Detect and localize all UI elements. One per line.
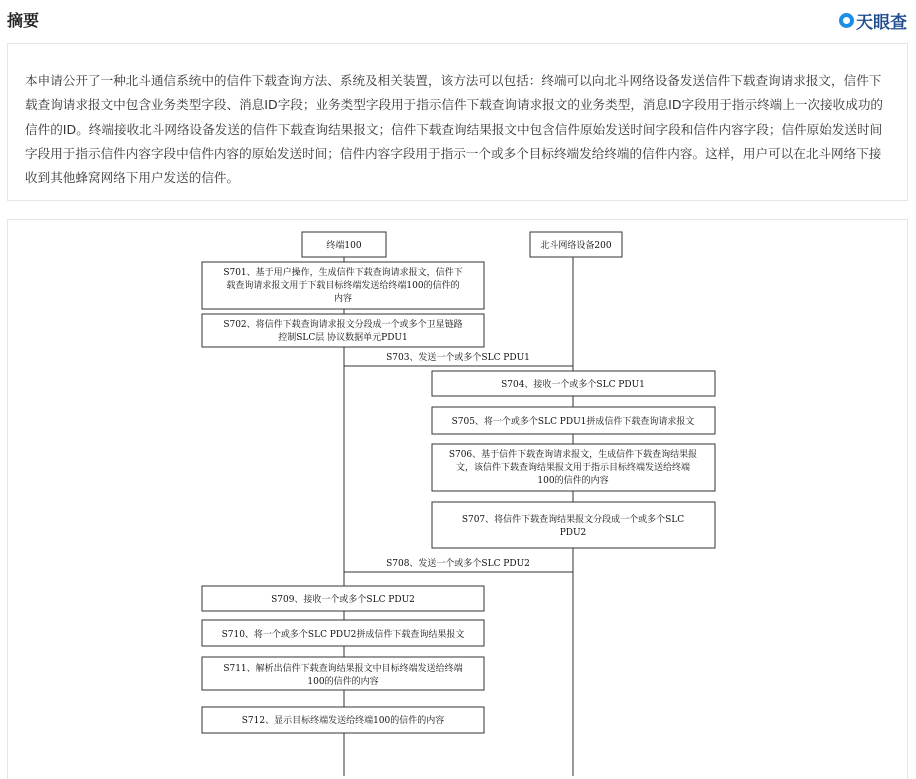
network-label: 北斗网络设备200: [540, 241, 612, 251]
section-title: 摘要: [7, 11, 40, 30]
s702-line-2: 控制SLC层 协议数据单元PDU1: [278, 333, 408, 343]
s709-label: S709、接收一个或多个SLC PDU2: [271, 595, 415, 605]
sequence-diagram: [8, 220, 908, 779]
logo-text: 天眼查: [856, 13, 907, 33]
s711-line-1: S711、解析出信件下载查询结果报文中目标终端发送给终端: [223, 664, 463, 674]
s701-line-2: 载查询请求报文用于下载目标终端发送给终端100的信件的: [226, 281, 460, 291]
s701-line-1: S701、基于用户操作，生成信件下载查询请求报文，信件下: [223, 268, 463, 278]
logo-icon: [839, 13, 854, 28]
step-s707-box: [432, 502, 715, 548]
tianyancha-logo[interactable]: [839, 8, 907, 33]
s707-line-1: S707、将信件下载查询结果报文分段成一个或多个SLC: [461, 515, 685, 525]
abstract-box: [7, 43, 908, 201]
s702-line-1: S702、将信件下载查询请求报文分段成一个或多个卫星链路: [223, 320, 463, 330]
s710-label: S710、将一个或多个SLC PDU2拼成信件下载查询结果报文: [221, 630, 465, 640]
s701-line-3: 内容: [333, 294, 353, 304]
s711-line-2: 100的信件的内容: [307, 677, 379, 687]
s708-label: S708、发送一个或多个SLC PDU2: [386, 559, 530, 569]
header: [0, 0, 916, 38]
s706-line-1: S706、基于信件下载查询请求报文，生成信件下载查询结果报: [448, 450, 698, 460]
abstract-text: 本申请公开了一种北斗通信系统中的信件下载查询方法、系统及相关装置，该方法可以包括：终端可以向北斗网络设备发送信件下载查询请求报文，信件下载查询请求报文中包含业务类型字段、消息ID字段；业务类型字段用于指示信件下载查询请求报文的业务类型，消息ID字段用于指示终端上一次接收成功的信件的ID。终端接收北斗网络设备发送的信件下载查询结果报文；信件下载查询结果报文中包含信件原始发送时间字段和信件内容字段；信件原始发送时间字段用于指示信件内容字段中信件内容的原始发送时间；信件内容字段用于指示一个或多个目标终端发给终端的信件内容。这样，用户可以在北斗网络下接收到其他蜂窝网络下用户发送的信件。: [25, 73, 884, 186]
s712-label: S712、显示目标终端发送给终端100的信件的内容: [241, 716, 445, 726]
s706-line-3: 100的信件的内容: [537, 476, 609, 486]
s703-label: S703、发送一个或多个SLC PDU1: [386, 353, 530, 363]
figure-panel: [7, 219, 908, 779]
terminal-label: 终端100: [326, 241, 362, 251]
s707-line-2: PDU2: [559, 528, 587, 538]
s706-line-2: 文，该信件下载查询结果报文用于指示目标终端发送给终端: [455, 463, 691, 473]
s705-label: S705、将一个或多个SLC PDU1拼成信件下载查询请求报文: [451, 417, 695, 427]
s704-label: S704、接收一个或多个SLC PDU1: [501, 380, 645, 390]
